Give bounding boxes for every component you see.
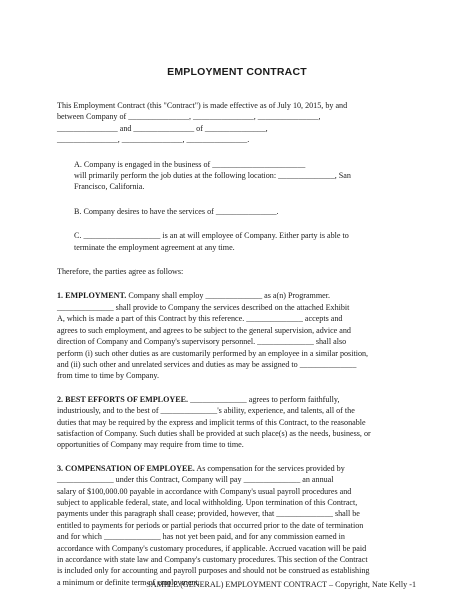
- intro-paragraph: [57, 100, 417, 146]
- page-footer: SAMPLE (GENERAL) EMPLOYMENT CONTRACT – Copyright, Nate Kelly -1: [146, 580, 416, 589]
- text-line: and for which ______________ has not yet been paid, and for any commission earned in: [57, 532, 345, 542]
- text-line: direction of Company and Company's supervisory personnel. ______________ shall also: [57, 337, 347, 347]
- text-line: Francisco, California.: [74, 182, 145, 192]
- text-line: opportunities of Company may require from time to time.: [57, 440, 244, 450]
- section-best-efforts: [57, 394, 417, 451]
- therefore-line: Therefore, the parties agree as follows:: [57, 267, 184, 277]
- text-line: entitled to payments for periods or partial periods that occurred prior to the date of termination: [57, 520, 364, 530]
- text-line: terminate the employment agreement at any time.: [74, 242, 235, 252]
- text-line: B. Company desires to have the services of _______________.: [74, 206, 279, 216]
- text-line: accordance with Company's customary procedures, if applicable. Accrued vacation will be paid: [57, 543, 367, 553]
- text-line: This Employment Contract (this "Contract") is made effective as of July 10, 2015, by and: [57, 101, 348, 110]
- text-span: As compensation for the services provided by: [194, 463, 345, 473]
- text-line: subject to applicable federal, state, and local withholding. Upon termination of this Contract,: [57, 497, 358, 507]
- section-heading: 1. EMPLOYMENT.: [57, 291, 127, 301]
- text-line: and (ii) such other and unrelated services and duties as may be assigned to ______________: [57, 359, 357, 369]
- text-line: payments under this paragraph shall cease; provided, however, that ______________ shall be: [57, 509, 360, 519]
- text-line: is included only for accounting and payroll purposes and should not be construed as establishing: [57, 566, 370, 576]
- section-heading: 3. COMPENSATION OF EMPLOYEE.: [57, 463, 195, 473]
- text-line: between Company of _______________, _______________, _______________,: [57, 112, 321, 122]
- text-line: _______________, _______________, _______________.: [57, 135, 250, 145]
- text-line: duties that may be required by the express and implicit terms of this Contract, to the reasonable: [57, 417, 366, 427]
- text-line: A. Company is engaged in the business of _______________________: [74, 159, 306, 169]
- text-line: satisfaction of Company. Such duties shall be provided at such place(s) as the needs, business, or: [57, 428, 371, 438]
- text-line: agrees to such employment, and agrees to be subject to the general supervision, advice and: [57, 325, 351, 335]
- section-first-line: [57, 463, 417, 474]
- text-line: A, which is made a part of this Contract by this reference. ______________ accepts and: [57, 314, 343, 324]
- section-first-line: [57, 290, 417, 301]
- text-span: ______________ agrees to perform faithfully,: [188, 394, 340, 404]
- section-compensation: [57, 463, 417, 588]
- text-line: _______________ and _______________ of _______________,: [57, 123, 268, 133]
- text-line: ______________ under this Contract, Company will pay ______________ an annual: [57, 475, 334, 485]
- text-line: salary of $100,000.00 payable in accordance with Company's usual payroll procedures and: [57, 486, 352, 496]
- recital-c: [57, 230, 417, 253]
- recital-a: [57, 159, 417, 193]
- text-line: from time to time by Company.: [57, 371, 159, 381]
- section-employment: [57, 290, 417, 381]
- text-line: ______________ shall provide to Company the services described on the attached Exhibit: [57, 302, 350, 312]
- section-heading: 2. BEST EFFORTS OF EMPLOYEE.: [57, 394, 189, 404]
- text-line: C. ___________________ is an at will employee of Company. Either party is able to: [74, 231, 349, 241]
- text-line: perform (i) such other duties as are customarily performed by an employee in a similar position,: [57, 348, 369, 358]
- recital-b: [57, 206, 417, 217]
- document-title: EMPLOYMENT CONTRACT: [167, 66, 307, 78]
- document-body: [57, 100, 417, 600]
- section-first-line: [57, 394, 417, 405]
- text-line: in accordance with state law and Company's customary procedures. This section of the Contract: [57, 555, 368, 564]
- text-line: will primarily perform the job duties at the following location: ______________, San: [74, 171, 351, 181]
- text-line: industriously, and to the best of ______________'s ability, experience, and talents, all of the: [57, 406, 355, 416]
- text-span: Company shall employ ______________ as a(n) Programmer.: [126, 291, 330, 301]
- text-line: a minimum or definite term of employment.: [57, 577, 200, 587]
